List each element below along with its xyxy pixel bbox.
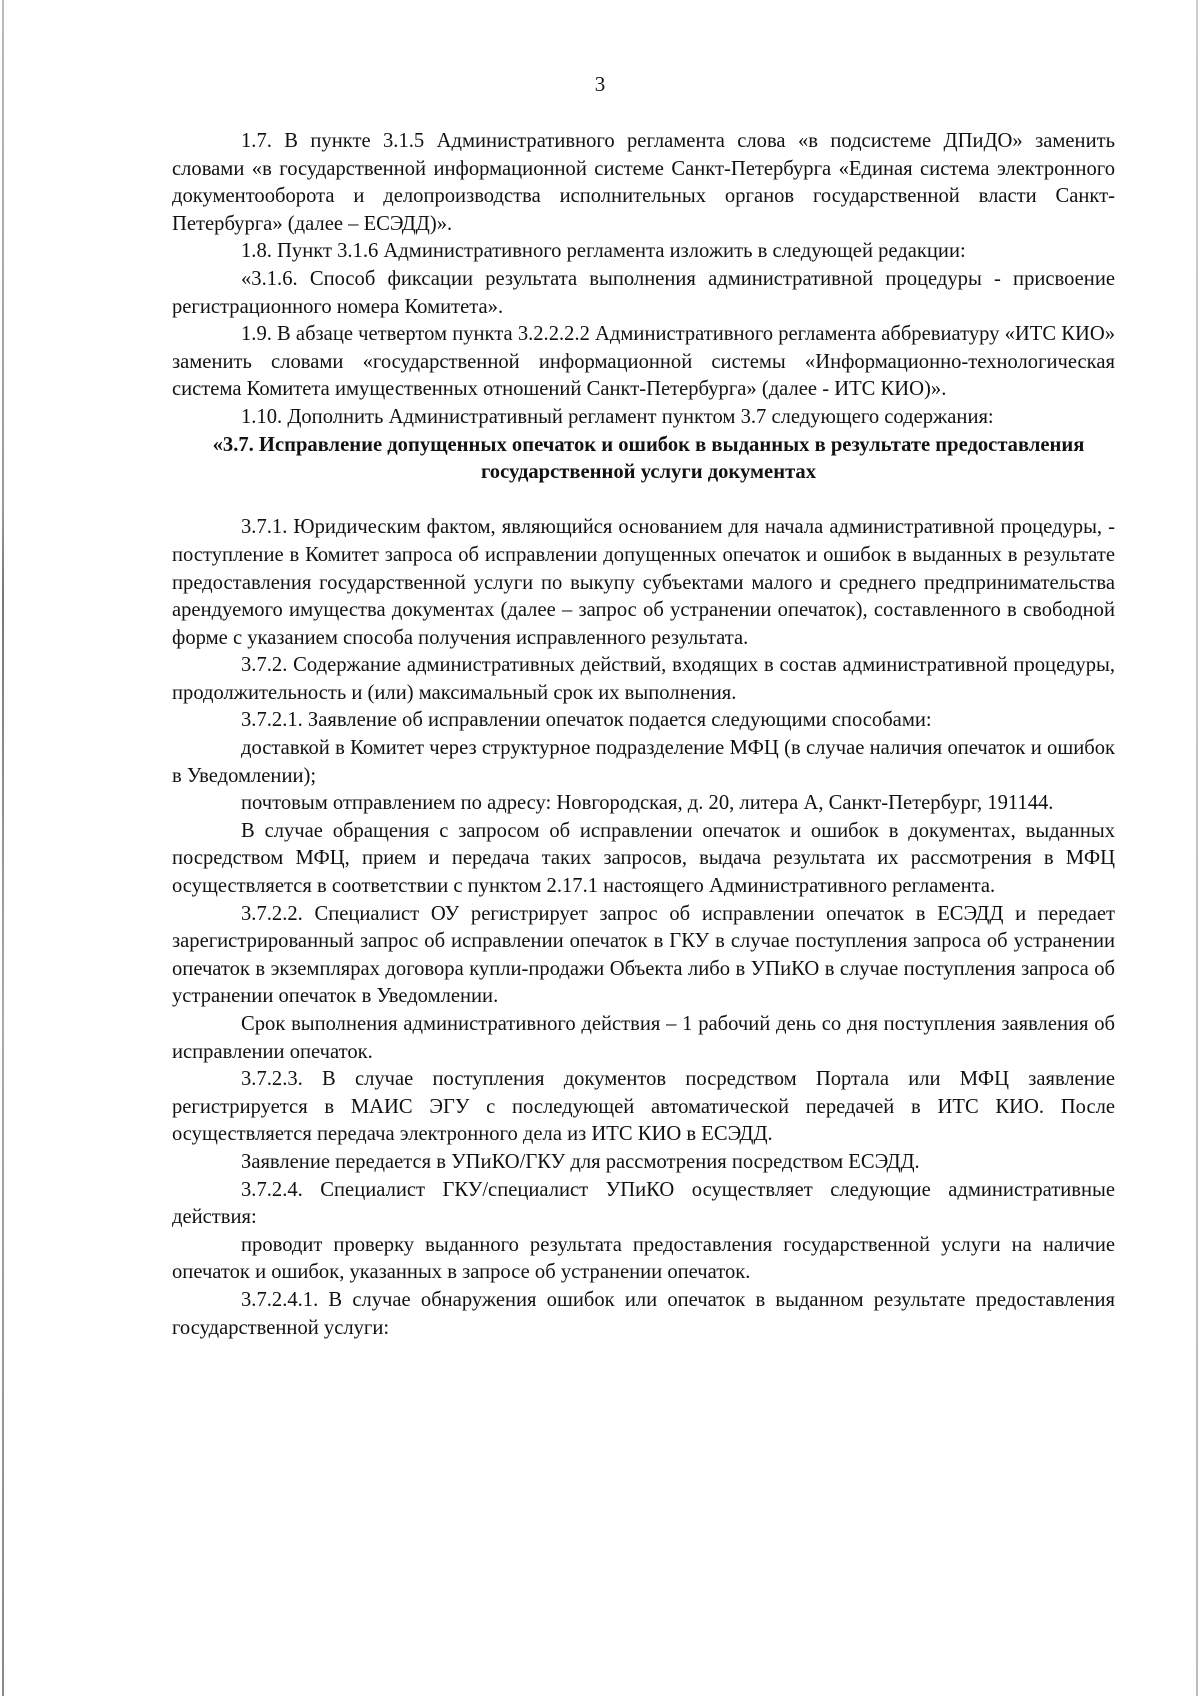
paragraph-1-7: 1.7. В пункте 3.1.5 Административного регламента слова «в подсистеме ДПиДО» заменить словами «в государственной информационной системе Санкт-Петербурга «Единая система электронного документооборота и делопроизводства исполнительных органов государственной власти Санкт-Петербурга» (далее – ЕСЭДД)». [172,130,1115,235]
paragraph-transfer: Заявление передается в УПиКО/ГКУ для рассмотрения посредством ЕСЭДД. [241,1150,920,1173]
paragraph-postal-address: почтовым отправлением по адресу: Новгородская, д. 20, литера А, Санкт-Петербург, 191144. [241,792,1054,815]
paragraph-deadline: Срок выполнения административного действия – 1 рабочий день со дня поступления заявления об исправлении опечаток. [172,1013,1115,1063]
paragraph-1-8: 1.8. Пункт 3.1.6 Административного регламента изложить в следующей редакции: [241,240,966,263]
paragraph-3-7-2-3: 3.7.2.3. В случае поступления документов посредством Портала или МФЦ заявление регистрируется в МАИС ЭГУ с последующей автоматической передачей в ИТС КИО. После осуществляется передача электронного дела из ИТС КИО в ЕСЭДД. [172,1068,1115,1146]
paragraph-3-7-2: 3.7.2. Содержание административных действий, входящих в состав административной процедуры, продолжительность и (или) максимальный срок их выполнения. [172,654,1115,704]
paragraph-3-7-1: 3.7.1. Юридическим фактом, являющийся основанием для начала административной процедуры, - поступление в Комитет запроса об исправлении допущенных опечаток и ошибок в выданных в результате предоставления государственной услуги по выкупу субъектами малого и среднего предпринимательства арендуемого имущества документах (далее – запрос об устранении опечаток), составленного в свободной форме с указанием способа получения исправленного результата. [172,516,1115,649]
paragraph-3-7-2-2: 3.7.2.2. Специалист ОУ регистрирует запрос об исправлении опечаток в ЕСЭДД и передает зарегистрированный запрос об исправлении опечаток в ГКУ в случае поступления запроса об устранении опечаток в экземплярах договора купли-продажи Объекта либо в УПиКО в случае поступления запроса об устранении опечаток в Уведомлении. [172,902,1115,1008]
paragraph-delivery-mfc: доставкой в Комитет через структурное подразделение МФЦ (в случае наличия опечаток и ошибок в Уведомлении); [172,737,1115,787]
scan-edge-right [1196,0,1198,1696]
paragraph-1-9: 1.9. В абзаце четвертом пункта 3.2.2.2.2 Административного регламента аббревиатуру «ИТС КИО» заменить словами «государственной информационной системы «Информационно-технологическая система Комитета имущественных отношений Санкт-Петербурга» (далее - ИТС КИО)». [172,323,1116,401]
paragraph-mfc-requests: В случае обращения с запросом об исправлении опечаток и ошибок в документах, выданных посредством МФЦ, прием и передача таких запросов, выдача результата их рассмотрения в МФЦ осуществляется в соответствии с пунктом 2.17.1 настоящего Административного регламента. [172,819,1115,898]
paragraph-3-7-2-1: 3.7.2.1. Заявление об исправлении опечаток подается следующими способами: [241,709,932,732]
paragraph-1-10: 1.10. Дополнить Административный регламент пунктом 3.7 следующего содержания: [241,405,994,428]
paragraph-3-7-2-4: 3.7.2.4. Специалист ГКУ/специалист УПиКО осуществляет следующие административные действия: [172,1178,1115,1229]
scan-edge-left [2,0,4,1696]
paragraph-3-7-2-4-1: 3.7.2.4.1. В случае обнаружения ошибок или опечаток в выданном результате предоставления государственной услуги: [172,1288,1115,1339]
paragraph-check: проводит проверку выданного результата предоставления государственной услуги на наличие опечаток и ошибок, указанных в запросе об устранении опечаток. [172,1233,1115,1284]
paragraph-3-1-6-quote: «3.1.6. Способ фиксации результата выполнения административной процедуры - присвоение регистрационного номера Комитета». [172,267,1115,318]
document-body [172,128,1115,1342]
page-number: 3 [594,72,606,96]
section-heading-3-7: «3.7. Исправление допущенных опечаток и ошибок в выданных в результате предоставления государственной услуги документах [212,433,1085,484]
spacer [172,487,1115,515]
